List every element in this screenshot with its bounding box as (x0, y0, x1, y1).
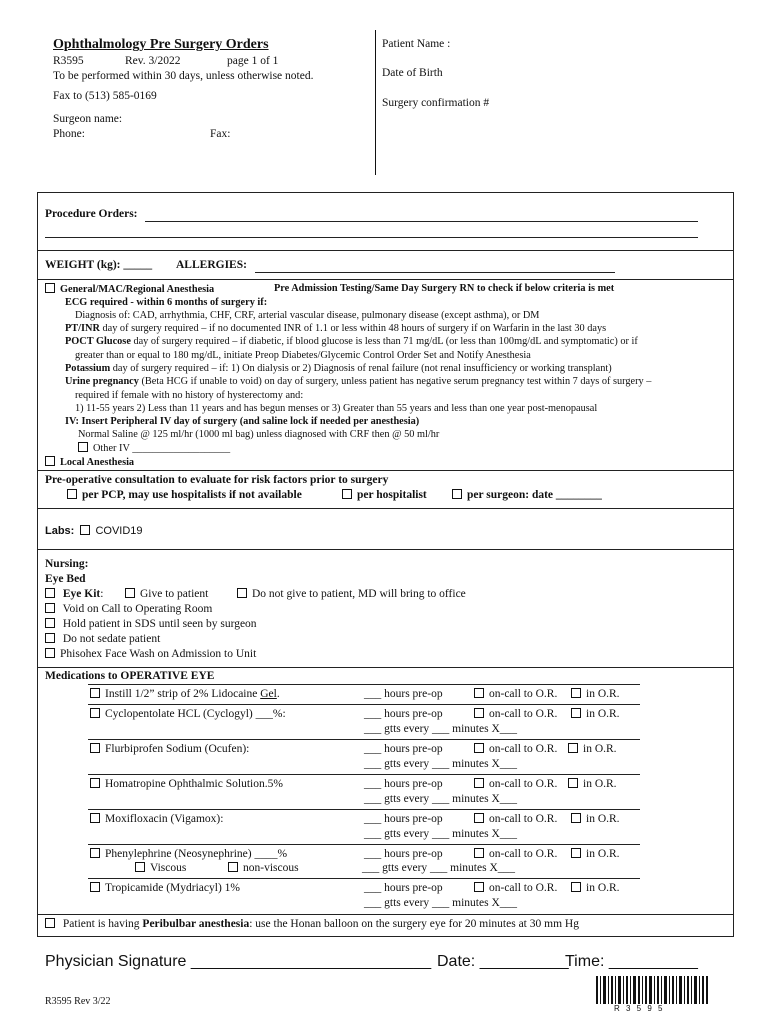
footer-form-code: R3595 Rev 3/22 (45, 996, 111, 1007)
on-call-option[interactable]: on-call to O.R. (474, 743, 557, 755)
gtts-frequency[interactable]: ___ gtts every ___ minutes X___ (364, 723, 517, 735)
hours-preop[interactable]: ___ hours pre-op (364, 688, 443, 700)
med-divider (88, 809, 640, 810)
checkbox[interactable] (45, 603, 55, 613)
section-divider (38, 250, 733, 251)
checkbox[interactable] (571, 848, 581, 858)
surgeon-name-label: Surgeon name: (53, 113, 123, 125)
checkbox[interactable] (474, 708, 484, 718)
checkbox[interactable] (45, 588, 55, 598)
viscous-option[interactable]: Viscous (135, 862, 186, 874)
in-or-option[interactable]: in O.R. (571, 688, 620, 700)
hold-patient-option[interactable]: Hold patient in SDS until seen by surgeon (45, 618, 257, 630)
checkbox[interactable] (90, 778, 100, 788)
on-call-option[interactable]: on-call to O.R. (474, 848, 557, 860)
med-divider (88, 774, 640, 775)
gtts-frequency[interactable]: ___ gtts every ___ minutes X___ (364, 897, 517, 909)
iv-normal-saline: Normal Saline @ 125 ml/hr (1000 ml bag) unless diagnosed with CRF then @ 50 ml/hr (78, 429, 440, 440)
in-or-option[interactable]: in O.R. (571, 708, 620, 720)
iv-other-option[interactable]: Other IV ___________________ (78, 442, 230, 454)
no-sedation-option[interactable]: Do not sedate patient (45, 633, 160, 645)
procedure-line-2[interactable] (45, 237, 698, 238)
do-not-give-option[interactable]: Do not give to patient, MD will bring to office (237, 588, 466, 600)
void-option[interactable]: Void on Call to Operating Room (45, 603, 212, 615)
checkbox[interactable] (228, 862, 238, 872)
consult-surgeon-option[interactable]: per surgeon: date ________ (452, 489, 602, 501)
non-viscous-option[interactable]: non-viscous (228, 862, 299, 874)
checkbox[interactable] (237, 588, 247, 598)
on-call-option[interactable]: on-call to O.R. (474, 708, 557, 720)
med-divider (88, 684, 640, 685)
form-title: Ophthalmology Pre Surgery Orders (53, 37, 269, 52)
checkbox[interactable] (568, 778, 578, 788)
checkbox[interactable] (571, 882, 581, 892)
checkbox[interactable] (45, 618, 55, 628)
hours-preop[interactable]: ___ hours pre-op (364, 848, 443, 860)
local-anesthesia-option[interactable]: Local Anesthesia (45, 456, 134, 468)
section-divider (38, 279, 733, 280)
in-or-option[interactable]: in O.R. (568, 743, 617, 755)
consult-pcp-option[interactable]: per PCP, may use hospitalists if not available (67, 489, 302, 501)
barcode (596, 976, 708, 1004)
med-cyclopentolate[interactable]: Cyclopentolate HCL (Cyclogyl) ___%: (90, 708, 286, 720)
in-or-option[interactable]: in O.R. (571, 813, 620, 825)
eye-bed-label: Eye Bed (45, 573, 86, 585)
checkbox[interactable] (80, 525, 90, 535)
physician-signature-field[interactable]: Physician Signature ___________________________ (45, 953, 432, 970)
checkbox[interactable] (90, 882, 100, 892)
checkbox[interactable] (125, 588, 135, 598)
on-call-option[interactable]: on-call to O.R. (474, 813, 557, 825)
in-or-option[interactable]: in O.R. (568, 778, 617, 790)
gtts-frequency[interactable]: ___ gtts every ___ minutes X___ (364, 793, 517, 805)
checkbox[interactable] (45, 456, 55, 466)
ecg-diagnosis: Diagnosis of: CAD, arrhythmia, CHF, CRF, arterial vascular disease, pulmonary disease (except asthma), or DM (75, 310, 540, 321)
med-phenylephrine[interactable]: Phenylephrine (Neosynephrine) ____% (90, 848, 287, 860)
checkbox[interactable] (474, 882, 484, 892)
labs-row: Labs: COVID19 (45, 525, 143, 537)
checkbox[interactable] (90, 688, 100, 698)
checkbox[interactable] (571, 688, 581, 698)
med-lidocaine[interactable]: Instill 1/2” strip of 2% Lidocaine Gel. (90, 688, 280, 700)
section-divider (38, 914, 733, 915)
checkbox[interactable] (452, 489, 462, 499)
section-divider (38, 508, 733, 509)
ecg-requirement: ECG required - within 6 months of surgery if: (65, 297, 268, 308)
checkbox[interactable] (474, 848, 484, 858)
procedure-orders-label: Procedure Orders: (45, 208, 138, 220)
urine-pregnancy-continued: required if female with no history of hysterectomy and: (75, 390, 304, 401)
face-wash-option[interactable]: Phisohex Face Wash on Admission to Unit (45, 648, 256, 660)
form-code: R3595 (53, 55, 84, 67)
hours-preop[interactable]: ___ hours pre-op (364, 882, 443, 894)
med-flurbiprofen[interactable]: Flurbiprofen Sodium (Ocufen): (90, 743, 249, 755)
patient-name-label: Patient Name : (382, 38, 451, 50)
med-divider (88, 739, 640, 740)
section-divider (38, 667, 733, 668)
peribulbar-option[interactable]: Patient is having Peribulbar anesthesia: use the Honan balloon on the surgery eye for 20 minutes at 30 mm Hg (45, 918, 579, 930)
urine-pregnancy-ages: 1) 11-55 years 2) Less than 11 years and has begun menses or 3) Greater than 55 years and less than one year post-menopausal (75, 403, 598, 414)
checkbox[interactable] (474, 778, 484, 788)
checkbox[interactable] (474, 813, 484, 823)
header-divider (375, 30, 376, 175)
urine-pregnancy-requirement: Urine pregnancy (Beta HCG if unable to void) on day of surgery, unless patient has negative serum pregnancy test within 7 days of surgery – (65, 376, 652, 387)
in-or-option[interactable]: in O.R. (571, 882, 620, 894)
gtts-frequency[interactable]: ___ gtts every ___ minutes X___ (364, 758, 517, 770)
checkbox[interactable] (45, 918, 55, 928)
checkbox[interactable] (90, 813, 100, 823)
time-field[interactable]: Time: __________ (565, 953, 698, 970)
gtts-frequency[interactable]: ___ gtts every ___ minutes X___ (364, 828, 517, 840)
pat-criteria-note: Pre Admission Testing/Same Day Surgery RN to check if below criteria is met (274, 283, 615, 294)
medications-title: Medications to OPERATIVE EYE (45, 670, 215, 682)
med-divider (88, 704, 640, 705)
validity-note: To be performed within 30 days, unless otherwise noted. (53, 70, 314, 82)
med-divider (88, 878, 640, 879)
barcode-icon (596, 976, 708, 1004)
checkbox[interactable] (90, 848, 100, 858)
nursing-title: Nursing: (45, 558, 89, 570)
checkbox[interactable] (474, 688, 484, 698)
on-call-option[interactable]: on-call to O.R. (474, 778, 557, 790)
checkbox[interactable] (90, 708, 100, 718)
checkbox[interactable] (474, 743, 484, 753)
give-to-patient-option[interactable]: Give to patient (125, 588, 208, 600)
fax-label: Fax: (210, 128, 231, 140)
fax-number: Fax to (513) 585-0169 (53, 90, 157, 102)
pt-inr-requirement: PT/INR day of surgery required – if no documented INR of 1.1 or less within 48 hours of surgery if on Warfarin in the last 30 days (65, 323, 607, 334)
hours-preop[interactable]: ___ hours pre-op (364, 708, 443, 720)
hours-preop[interactable]: ___ hours pre-op (364, 778, 443, 790)
med-tropicamide[interactable]: Tropicamide (Mydriacyl) 1% (90, 882, 240, 894)
procedure-line-1[interactable] (145, 221, 698, 222)
med-moxifloxacin[interactable]: Moxifloxacin (Vigamox): (90, 813, 223, 825)
gtts-frequency[interactable]: ___ gtts every ___ minutes X___ (362, 862, 515, 874)
checkbox[interactable] (45, 283, 55, 293)
on-call-option[interactable]: on-call to O.R. (474, 882, 557, 894)
dob-label: Date of Birth (382, 67, 443, 79)
potassium-requirement: Potassium day of surgery required – if: 1) On dialysis or 2) Diagnosis of renal failure (not renal insufficiency or working transplant) (65, 363, 612, 374)
checkbox[interactable] (90, 743, 100, 753)
checkbox[interactable] (568, 743, 578, 753)
phone-label: Phone: (53, 128, 85, 140)
consult-title: Pre-operative consultation to evaluate for risk factors prior to surgery (45, 474, 389, 486)
iv-order: IV: Insert Peripheral IV day of surgery (and saline lock if needed per anesthesia) (65, 416, 420, 427)
eye-kit-option[interactable]: Eye Kit: (45, 588, 103, 600)
consult-hospitalist-option[interactable]: per hospitalist (342, 489, 427, 501)
section-divider (38, 470, 733, 471)
form-rev: Rev. 3/2022 (125, 55, 181, 67)
checkbox[interactable] (67, 489, 77, 499)
page-number: page 1 of 1 (227, 55, 279, 67)
checkbox[interactable] (78, 442, 88, 452)
med-homatropine[interactable]: Homatropine Ophthalmic Solution.5% (90, 778, 283, 790)
section-divider (38, 549, 733, 550)
poct-glucose-continued: greater than or equal to 180 mg/dL, initiate Preop Diabetes/Glycemic Control Order Set and Notify Anesthesia (75, 350, 531, 361)
poct-glucose-requirement: POCT Glucose day of surgery required – if diabetic, if blood glucose is less than 71 mg/dL (or less than 100mg/dL and symptomatic) or if (65, 336, 638, 347)
in-or-option[interactable]: in O.R. (571, 848, 620, 860)
surgery-confirmation-label: Surgery confirmation # (382, 97, 490, 109)
checkbox[interactable] (571, 708, 581, 718)
allergies-line[interactable] (255, 272, 615, 273)
barcode-text: R 3 5 9 5 (614, 1004, 665, 1013)
allergies-label: ALLERGIES: (176, 259, 247, 271)
hours-preop[interactable]: ___ hours pre-op (364, 743, 443, 755)
checkbox[interactable] (45, 633, 55, 643)
checkbox[interactable] (571, 813, 581, 823)
checkbox[interactable] (45, 648, 55, 658)
hours-preop[interactable]: ___ hours pre-op (364, 813, 443, 825)
checkbox[interactable] (342, 489, 352, 499)
weight-label: WEIGHT (kg): _____ (45, 259, 153, 271)
date-field[interactable]: Date: __________ (437, 953, 569, 970)
checkbox[interactable] (135, 862, 145, 872)
on-call-option[interactable]: on-call to O.R. (474, 688, 557, 700)
general-anesthesia-option[interactable]: General/MAC/Regional Anesthesia (45, 283, 214, 295)
med-divider (88, 844, 640, 845)
